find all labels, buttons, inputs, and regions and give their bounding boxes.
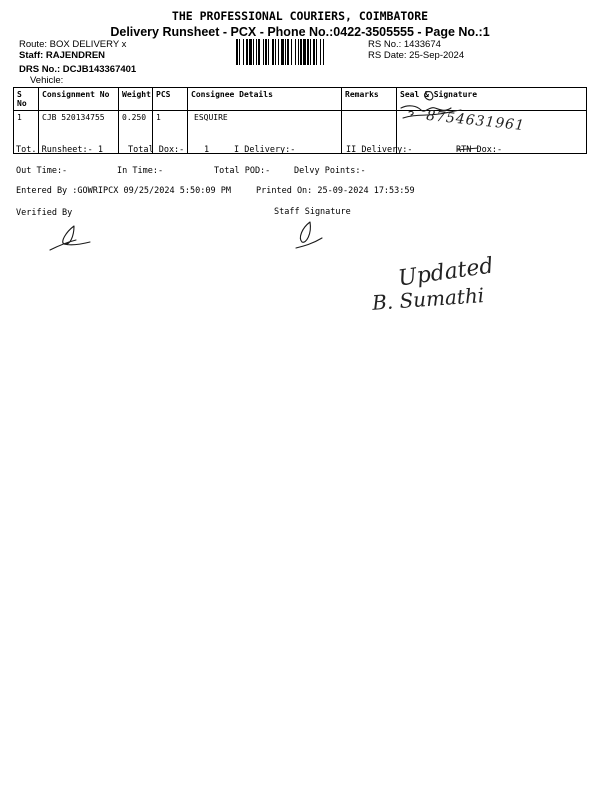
- barcode-bar: [253, 39, 254, 65]
- total-dox: Total Dox:-: [128, 145, 185, 155]
- barcode-bar: [278, 39, 279, 65]
- in-time: In Time:-: [117, 166, 164, 176]
- barcode-bar: [268, 39, 269, 65]
- barcode-bar: [265, 39, 267, 65]
- vehicle-label: Vehicle:: [30, 75, 64, 86]
- barcode-bar: [307, 39, 309, 65]
- barcode-bar: [258, 39, 260, 65]
- barcode-image: [235, 39, 363, 65]
- barcode-bar: [249, 39, 252, 65]
- barcode-bar: [243, 39, 244, 65]
- barcode-bar: [287, 39, 289, 65]
- barcode-bar: [313, 39, 315, 65]
- handwritten-phone: 8754631961: [425, 107, 526, 135]
- rtn-strike-mark: [456, 144, 480, 154]
- barcode-bar: [246, 39, 248, 65]
- total-dox-value: 1: [204, 145, 210, 155]
- route-label: Route: BOX DELIVERY x: [19, 39, 127, 50]
- consignee-name: ESQUIRE: [194, 113, 228, 122]
- barcode-bar: [281, 39, 284, 65]
- verified-by-label: Verified By: [16, 208, 73, 218]
- col-header: Consignment No: [39, 88, 119, 111]
- barcode-bar: [291, 39, 292, 65]
- col-header: PCS: [153, 88, 188, 111]
- handwritten-name: B. Sumathi: [371, 283, 485, 315]
- barcode-bar: [316, 39, 317, 65]
- barcode-bar: [303, 39, 306, 65]
- runsheet-subtitle: Delivery Runsheet - PCX - Phone No.:0422-3505555 - Page No.:1: [110, 25, 490, 39]
- col-header: Weight: [119, 88, 153, 111]
- delvy-points: Delvy Points:-: [294, 166, 366, 176]
- barcode-bar: [298, 39, 299, 65]
- cell-weight: 0.250: [119, 111, 153, 154]
- i-delivery: I Delivery:-: [234, 145, 296, 155]
- cell-sno: 1: [14, 111, 39, 154]
- rtn-dox: RTN Dox:-: [456, 145, 503, 155]
- ii-delivery: II Delivery:-: [346, 145, 413, 155]
- drs-number: DRS No.: DCJB143367401: [19, 64, 137, 75]
- barcode-bar: [256, 39, 257, 65]
- cell-consignment: CJB 520134755: [39, 111, 119, 154]
- barcode-bar: [285, 39, 286, 65]
- staff-signature-mark: [290, 218, 330, 252]
- barcode-bar: [272, 39, 274, 65]
- barcode-bar: [239, 39, 240, 65]
- entered-by: Entered By :GOWRIPCX 09/25/2024 5:50:09 PM: [16, 186, 231, 196]
- col-header: Seal & Signature: [397, 88, 587, 111]
- tot-runsheet: Tot. Runsheet:- 1: [16, 145, 103, 155]
- col-header: Remarks: [342, 88, 397, 111]
- barcode-bar: [320, 39, 321, 65]
- printed-on: Printed On: 25-09-2024 17:53:59: [256, 186, 415, 196]
- barcode-bar: [236, 39, 238, 65]
- cell-pcs: 1: [153, 111, 188, 154]
- rs-date: RS Date: 25-Sep-2024: [368, 50, 465, 61]
- rs-number: RS No.: 1433674: [368, 39, 441, 50]
- staff-signature-label: Staff Signature: [274, 207, 351, 217]
- table-header-row: [14, 88, 587, 111]
- company-title: THE PROFESSIONAL COURIERS, COIMBATORE: [171, 9, 429, 23]
- barcode-bar: [323, 39, 324, 65]
- handwritten-updated: Updated: [396, 253, 496, 292]
- col-header: Consignee Details: [188, 88, 342, 111]
- verified-by-signature: [46, 222, 96, 254]
- barcode-bar: [263, 39, 264, 65]
- col-header: S No: [14, 88, 39, 111]
- staff-label: Staff: RAJENDREN: [19, 50, 106, 61]
- out-time: Out Time:-: [16, 166, 68, 176]
- barcode-bar: [295, 39, 296, 65]
- barcode-bar: [310, 39, 311, 65]
- total-pod: Total POD:-: [214, 166, 271, 176]
- barcode-bar: [275, 39, 276, 65]
- barcode-bar: [300, 39, 302, 65]
